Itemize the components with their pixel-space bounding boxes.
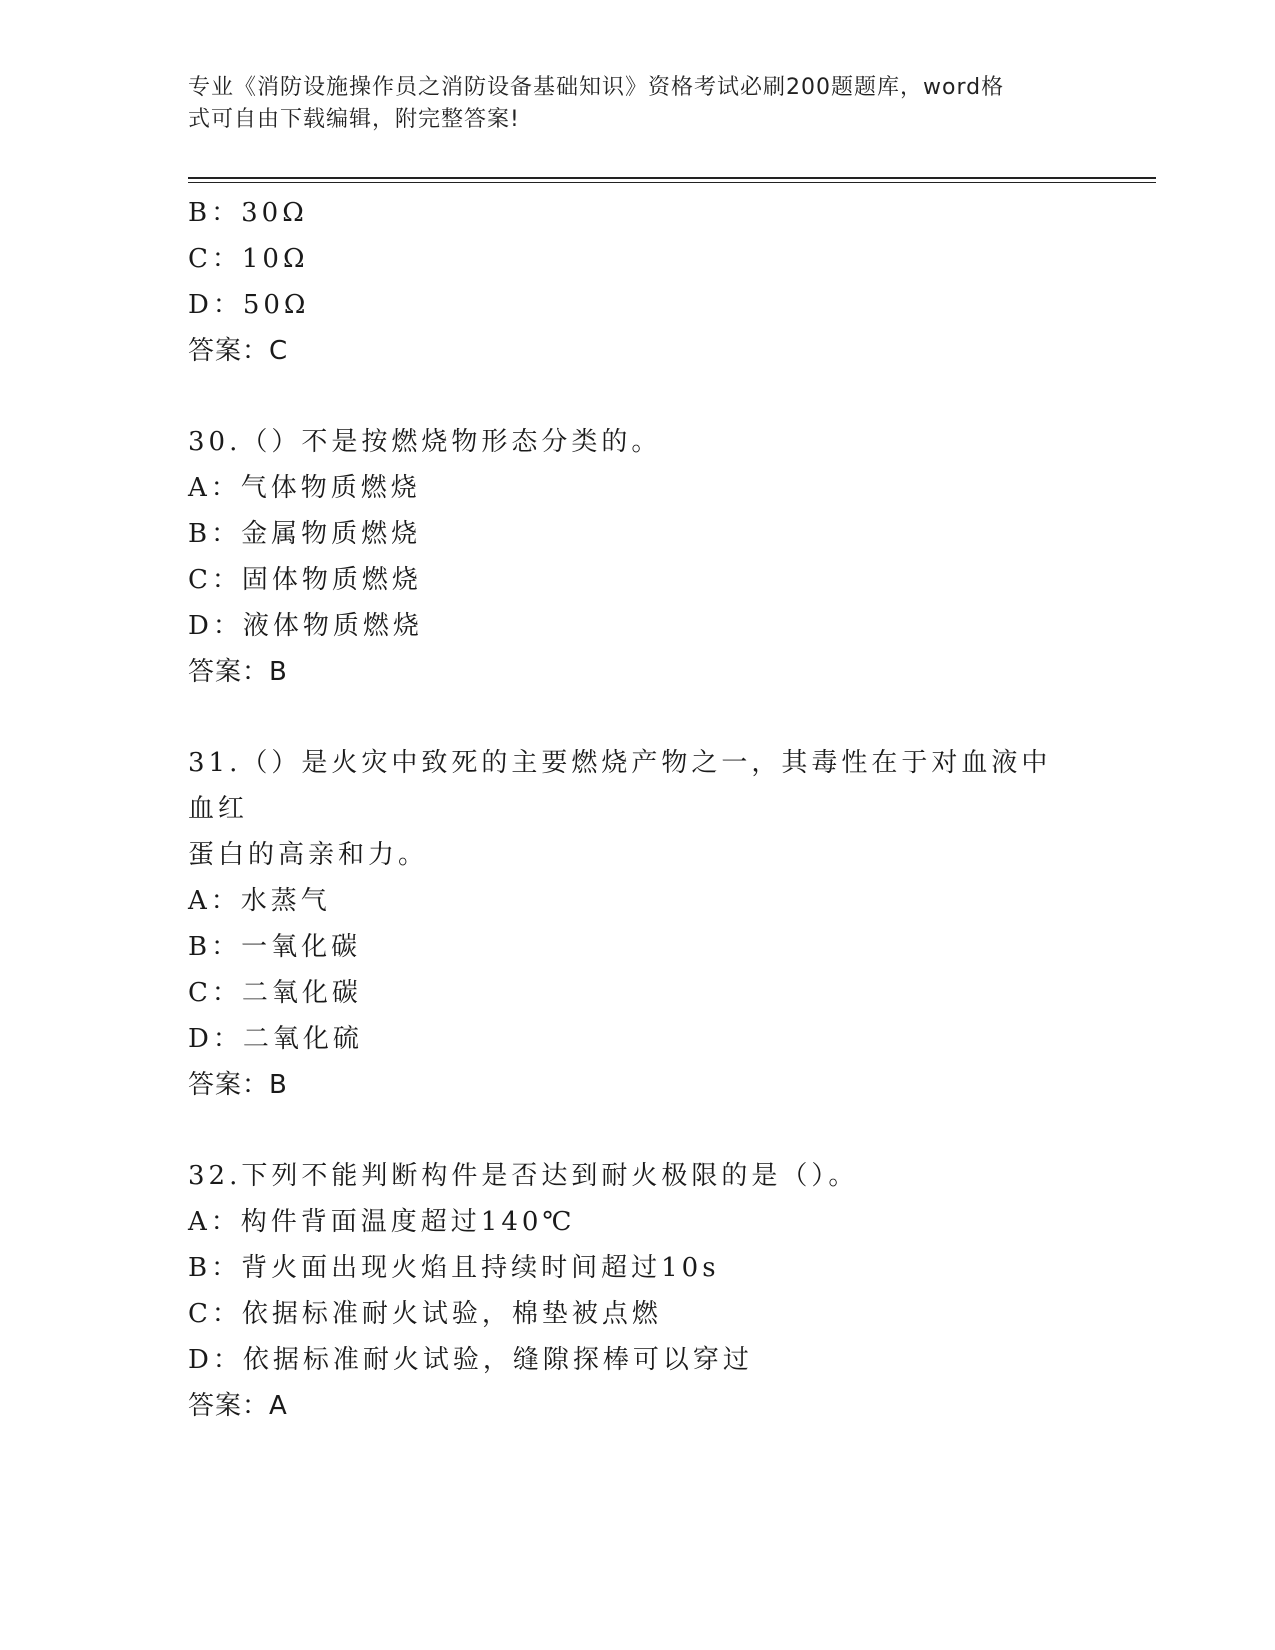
- header-line-1: 专业《消防设施操作员之消防设备基础知识》资格考试必刷200题题库，word格: [188, 75, 1005, 100]
- option-a: A：构件背面温度超过140℃: [188, 1207, 576, 1237]
- question-title: 32.下列不能判断构件是否达到耐火极限的是（）。: [188, 1161, 859, 1191]
- option-b: B：金属物质燃烧: [188, 519, 422, 549]
- carry-over-block: [188, 190, 1088, 374]
- question-title-continued: 蛋白的高亲和力。: [188, 840, 429, 870]
- option-d: D：液体物质燃烧: [188, 611, 423, 641]
- question-30: [188, 419, 1088, 695]
- option-a: A：水蒸气: [188, 886, 331, 916]
- option-b: B：背火面出现火焰且持续时间超过10s: [188, 1253, 720, 1283]
- page-header: [188, 72, 1088, 136]
- option-b: B：一氧化碳: [188, 932, 362, 962]
- question-title: 30.（）不是按燃烧物形态分类的。: [188, 427, 662, 457]
- answer-line: 答案：A: [188, 1391, 288, 1421]
- header-line-2: 式可自由下载编辑，附完整答案!: [188, 107, 520, 132]
- option-b: B：30Ω: [188, 198, 308, 228]
- document-body: [188, 190, 1088, 1429]
- option-c: C：10Ω: [188, 244, 309, 274]
- question-31: [188, 740, 1088, 1108]
- answer-line: 答案：B: [188, 1070, 288, 1100]
- answer-line: 答案：C: [188, 336, 289, 366]
- option-c: C：固体物质燃烧: [188, 565, 422, 595]
- answer-line: 答案：B: [188, 657, 288, 687]
- option-c: C：二氧化碳: [188, 978, 362, 1008]
- option-c: C：依据标准耐火试验，棉垫被点燃: [188, 1299, 662, 1329]
- option-d: D：50Ω: [188, 290, 310, 320]
- header-divider: [188, 177, 1156, 179]
- option-d: D：依据标准耐火试验，缝隙探棒可以穿过: [188, 1345, 753, 1375]
- question-title: 31.（）是火灾中致死的主要燃烧产物之一，其毒性在于对血液中血红: [188, 748, 1052, 824]
- question-32: [188, 1153, 1088, 1429]
- header-divider-thin: [188, 182, 1156, 183]
- option-a: A：气体物质燃烧: [188, 473, 421, 503]
- option-d: D：二氧化硫: [188, 1024, 363, 1054]
